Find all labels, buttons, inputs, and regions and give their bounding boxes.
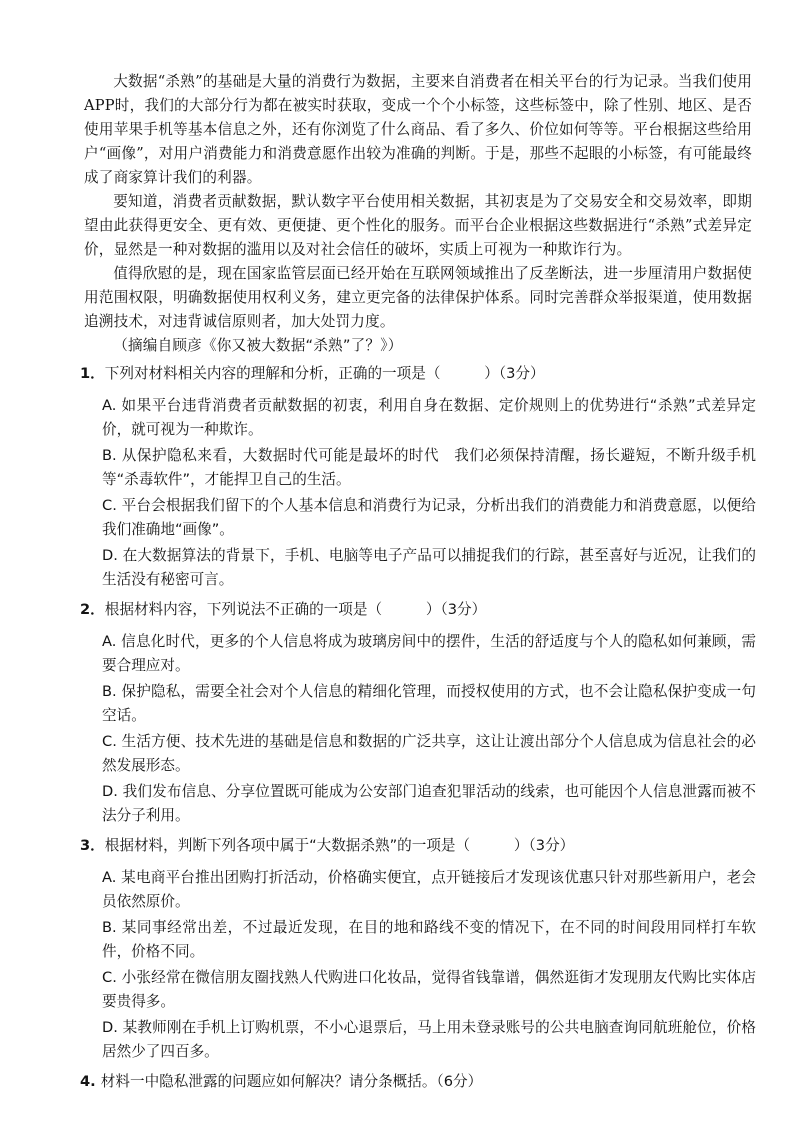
option-b: B. 保护隐私，需要全社会对个人信息的精细化管理，而授权使用的方式，也不会让隐私保护变成一句空话。 [102,683,756,724]
question-1 [80,362,756,592]
passage-paragraph-3: 值得欣慰的是，现在国家监管层面已经开始在互联网领域推出了反垄断法，进一步厘清用户数据使用范围权限，明确数据使用权利义务，建立更完备的法律保护体系。同时完善群众举报渠道，使用数据追溯技术，对违背诚信原则者，加大处罚力度。 [84,265,752,330]
question-stem: 根据材料内容，下列说法不正确的一项是（ ）（3分） [104,601,487,618]
option-b: B. 从保护隐私来看，大数据时代可能是最坏的时代 我们必须保持清醒，扬长避短，不断升级手机等“杀毒软件”，才能捍卫自己的生活。 [102,447,756,488]
question-number: 2． [80,601,105,618]
option-d: D. 在大数据算法的背景下，手机、电脑等电子产品可以捕捉我们的行踪，甚至喜好与近况，让我们的生活没有秘密可言。 [102,547,756,588]
question-number: 1． [80,365,105,382]
option-a: A. 信息化时代，更多的个人信息将成为玻璃房间中的摆件，生活的舒适度与个人的隐私如何兼顾，需要合理应对。 [102,633,756,674]
question-2 [80,598,756,828]
question-stem: 下列对材料相关内容的理解和分析，正确的一项是（ ）（3分） [104,365,545,382]
option-b: B. 某同事经常出差，不过最近发现，在目的地和路线不变的情况下，在不同的时间段用同样打车软件，价格不同。 [102,919,756,960]
question-number: 4. [80,1073,101,1090]
question-stem: 根据材料，判断下列各项中属于“大数据杀熟”的一项是（ ）（3分） [104,837,575,854]
option-a: A. 某电商平台推出团购打折活动，价格确实便宜，点开链接后才发现该优惠只针对那些新用户，老会员依然原价。 [102,869,756,910]
question-3 [80,834,756,1064]
passage-source: （摘编自顾彦《你又被大数据“杀熟”了？》） [113,337,403,354]
option-c: C. 生活方便、技术先进的基础是信息和数据的广泛共享，这让让渡出部分个人信息成为信息社会的必然发展形态。 [102,733,756,774]
option-d: D. 我们发布信息、分享位置既可能成为公安部门追查犯罪活动的线索，也可能因个人信息泄露而被不法分子利用。 [102,783,756,824]
question-list [80,362,756,1102]
passage-paragraph-2: 要知道，消费者贡献数据，默认数字平台使用相关数据，其初衷是为了交易安全和交易效率，即期望由此获得更安全、更有效、更便捷、更个性化的服务。而平台企业根据这些数据进行“杀熟”式差异定价，显然是一种对数据的滥用以及对社会信任的破坏，实质上可视为一种欺诈行为。 [84,193,752,258]
option-c: C. 平台会根据我们留下的个人基本信息和消费行为记录，分析出我们的消费能力和消费意愿，以便给我们准确地“画像”。 [102,497,756,538]
reading-passage [84,70,752,358]
option-d: D. 某教师刚在手机上订购机票，不小心退票后，马上用未登录账号的公共电脑查询同航班舱位，价格居然少了四百多。 [102,1019,756,1060]
option-a: A. 如果平台违背消费者贡献数据的初衷，利用自身在数据、定价规则上的优势进行“杀熟”式差异定价，就可视为一种欺诈。 [102,397,756,438]
question-stem: 材料一中隐私泄露的问题应如何解决？请分条概括。（6分） [100,1073,483,1090]
question-number: 3． [80,837,105,854]
question-4 [80,1070,756,1094]
passage-paragraph-1: 大数据“杀熟”的基础是大量的消费行为数据，主要来自消费者在相关平台的行为记录。当我们使用APP时，我们的大部分行为都在被实时获取，变成一个个小标签，这些标签中，除了性别、地区、是否使用苹果手机等基本信息之外，还有你浏览了什么商品、看了多久、价位如何等等。平台根据这些给用户“画像”，对用户消费能力和消费意愿作出较为准确的判断。于是，那些不起眼的小标签，有可能最终成了商家算计我们的利器。 [84,73,752,186]
option-c: C. 小张经常在微信朋友圈找熟人代购进口化妆品，觉得省钱靠谱，偶然逛街才发现朋友代购比实体店要贵得多。 [102,969,756,1010]
